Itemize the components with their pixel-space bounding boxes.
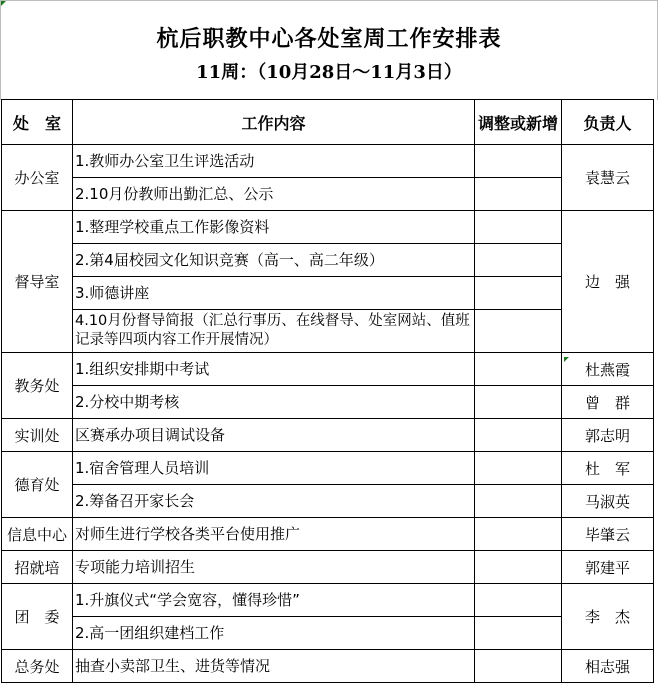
- owner-cell[interactable]: 郭志明: [562, 419, 654, 452]
- task-cell[interactable]: 1.宿舍管理人员培训: [73, 452, 475, 485]
- adjust-cell[interactable]: [475, 551, 562, 584]
- adjust-cell[interactable]: [475, 353, 562, 386]
- dept-cell[interactable]: 总务处: [2, 650, 73, 683]
- task-cell[interactable]: 1.整理学校重点工作影像资料: [73, 211, 475, 244]
- owner-cell[interactable]: 袁慧云: [562, 145, 654, 211]
- table-row: [2, 178, 654, 211]
- dept-cell[interactable]: 德育处: [2, 452, 73, 518]
- table-row: [2, 244, 654, 277]
- table-row: [2, 211, 654, 244]
- dept-cell[interactable]: 办公室: [2, 145, 73, 211]
- table-row: [2, 551, 654, 584]
- adjust-cell[interactable]: [475, 244, 562, 277]
- task-cell[interactable]: 2.高一团组织建档工作: [73, 617, 475, 650]
- table-row: [2, 584, 654, 617]
- owner-cell[interactable]: 边 强: [562, 211, 654, 353]
- task-cell[interactable]: 对师生进行学校各类平台使用推广: [73, 518, 475, 551]
- table-row: [2, 617, 654, 650]
- table-row: [2, 277, 654, 310]
- dept-cell[interactable]: 督导室: [2, 211, 73, 353]
- cell-comment-marker-icon: [564, 357, 569, 362]
- schedule-table: [1, 99, 654, 683]
- owner-cell[interactable]: 曾 群: [562, 386, 654, 419]
- table-row: [2, 145, 654, 178]
- owner-cell[interactable]: 李 杰: [562, 584, 654, 650]
- owner-cell[interactable]: 郭建平: [562, 551, 654, 584]
- header-task[interactable]: 工作内容: [73, 100, 475, 145]
- header-row: [2, 100, 654, 145]
- task-cell[interactable]: 1.升旗仪式“学会宽容，懂得珍惜”: [73, 584, 475, 617]
- task-cell[interactable]: 区赛承办项目调试设备: [73, 419, 475, 452]
- task-cell[interactable]: 2.筹备召开家长会: [73, 485, 475, 518]
- task-cell[interactable]: 2.分校中期考核: [73, 386, 475, 419]
- header-dept[interactable]: 处 室: [2, 100, 73, 145]
- adjust-cell[interactable]: [475, 178, 562, 211]
- task-cell[interactable]: 4.10月份督导简报（汇总行事历、在线督导、处室网站、值班记录等四项内容工作开展情况）: [73, 310, 475, 353]
- header-owner[interactable]: 负责人: [562, 100, 654, 145]
- adjust-cell[interactable]: [475, 452, 562, 485]
- task-cell[interactable]: 2.第4届校园文化知识竞赛（高一、高二年级）: [73, 244, 475, 277]
- adjust-cell[interactable]: [475, 277, 562, 310]
- adjust-cell[interactable]: [475, 518, 562, 551]
- adjust-cell[interactable]: [475, 485, 562, 518]
- table-row: [2, 518, 654, 551]
- table-row: [2, 310, 654, 353]
- owner-cell[interactable]: 杜燕霞: [562, 353, 654, 386]
- header-adjust[interactable]: 调整或新增: [475, 100, 562, 145]
- adjust-cell[interactable]: [475, 211, 562, 244]
- dept-cell[interactable]: 信息中心: [2, 518, 73, 551]
- table-row: [2, 485, 654, 518]
- owner-cell[interactable]: 杜 军: [562, 452, 654, 485]
- task-cell[interactable]: 抽查小卖部卫生、进货等情况: [73, 650, 475, 683]
- table-row: [2, 386, 654, 419]
- adjust-cell[interactable]: [475, 419, 562, 452]
- table-row: [2, 419, 654, 452]
- owner-cell[interactable]: 毕肇云: [562, 518, 654, 551]
- table-row: [2, 353, 654, 386]
- adjust-cell[interactable]: [475, 584, 562, 617]
- task-cell[interactable]: 1.教师办公室卫生评选活动: [73, 145, 475, 178]
- dept-cell[interactable]: 实训处: [2, 419, 73, 452]
- sheet-subtitle: 11周：（10月28日～11月3日）: [196, 62, 462, 83]
- dept-cell[interactable]: 招就培: [2, 551, 73, 584]
- owner-cell[interactable]: 马淑英: [562, 485, 654, 518]
- task-cell[interactable]: 3.师德讲座: [73, 277, 475, 310]
- dept-cell[interactable]: 团 委: [2, 584, 73, 650]
- task-cell[interactable]: 专项能力培训招生: [73, 551, 475, 584]
- adjust-cell[interactable]: [475, 386, 562, 419]
- dept-cell[interactable]: 教务处: [2, 353, 73, 419]
- task-cell[interactable]: 1.组织安排期中考试: [73, 353, 475, 386]
- sheet-title: 杭后职教中心各处室周工作安排表: [156, 26, 502, 52]
- owner-cell[interactable]: 相志强: [562, 650, 654, 683]
- cell-comment-marker-icon: [1, 1, 6, 6]
- table-row: [2, 650, 654, 683]
- task-cell[interactable]: 2.10月份教师出勤汇总、公示: [73, 178, 475, 211]
- adjust-cell[interactable]: [475, 650, 562, 683]
- table-row: [2, 452, 654, 485]
- adjust-cell[interactable]: [475, 310, 562, 353]
- adjust-cell[interactable]: [475, 617, 562, 650]
- adjust-cell[interactable]: [475, 145, 562, 178]
